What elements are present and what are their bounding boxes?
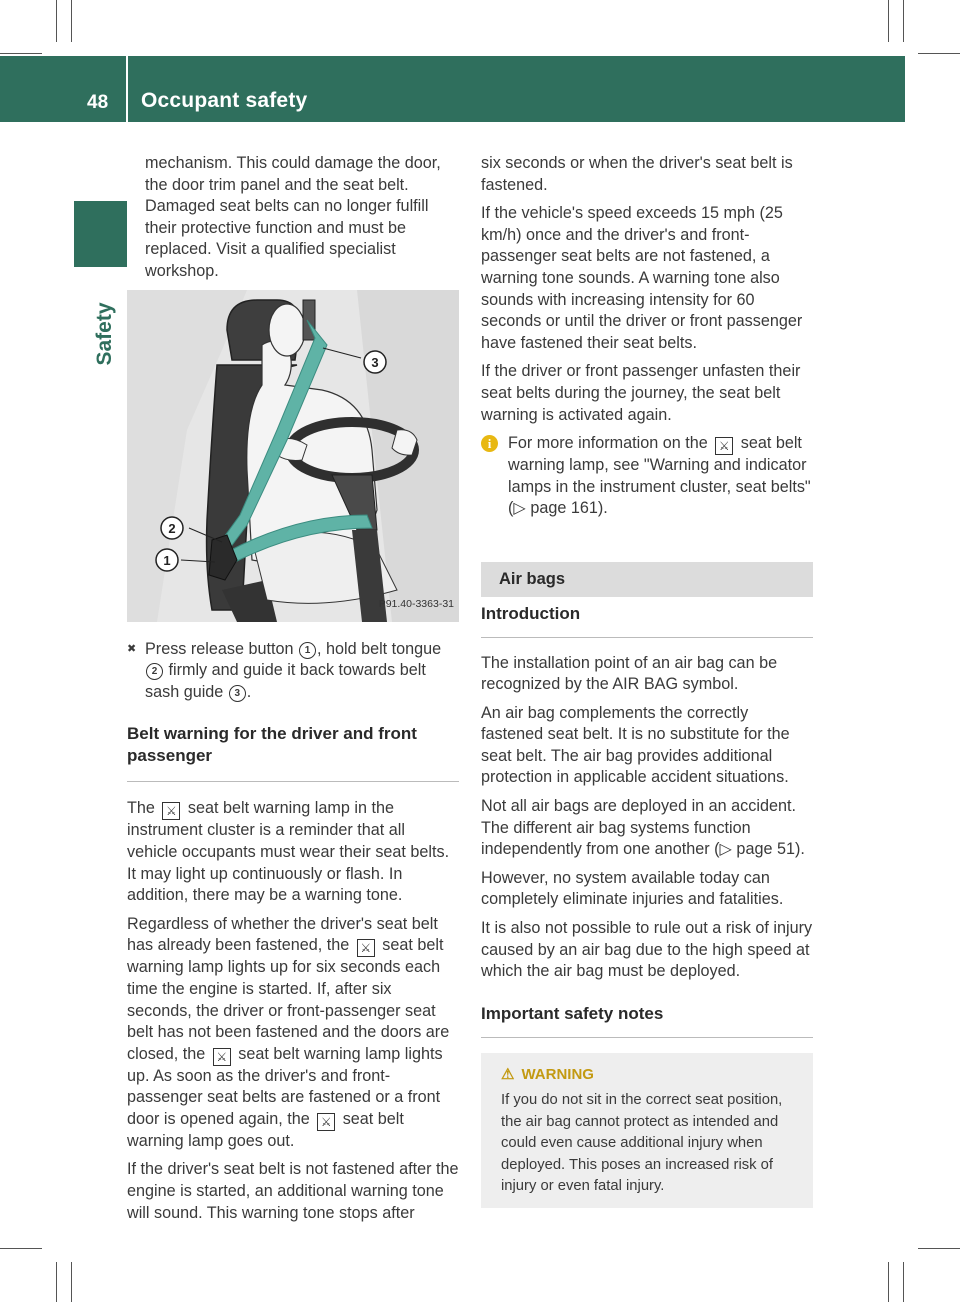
seat-belt-warning-icon: ⚔ [162,802,180,820]
side-tab-label: Safety [93,302,116,366]
side-tab-block [74,201,127,267]
p1-text-b: seat belt warning lamp in the instrument cluster is a reminder that all vehicle occupants must wear their seat belts. It may light up continuously or flash. In addition, there may be a warning tone. [127,799,450,905]
belt-warning-paragraph-1 [127,798,459,906]
right-paragraph-2: If the vehicle's speed exceeds 15 mph (25 km/h) once and the driver's and front-passenger seat belts are not fastened, a warning tone sounds. A warning tone also sounds with increasing intensity for 60 seconds or until the driver or front passenger have fastened their seat belts. [481,204,803,352]
p2-text-a: Regardless of whether the driver's seat belt has already been fastened, the [127,914,438,955]
belt-warning-heading: Belt warning for the driver and front passenger [127,723,459,782]
step-text-d: . [246,682,252,701]
page-reference-arrow: ▷ [719,840,732,859]
seat-belt-figure [127,290,459,622]
figure-id: P91.40-3363-31 [378,597,454,610]
left-column [127,153,459,1231]
warning-box [481,1053,813,1208]
p1-text-a: The [127,799,160,818]
p2-text-b: seat belt warning lamp lights up for six seconds each time the engine is started. If, after six seconds, the driver or front-passenger seat belt has not been fastened and the doors are closed, the [127,936,450,1063]
intro-paragraph: mechanism. This could damage the door, the door trim panel and the seat belt. Damaged seat belts can no longer fulfill their protective function and must be replaced. Visit a qualified specialist workshop. [145,154,441,280]
callout-ref-3: 3 [229,685,246,702]
airbag-paragraph-3 [481,796,813,861]
chapter-title: Occupant safety [141,89,308,112]
step-text-a: Press release button [145,639,298,658]
callout-2-label: 2 [168,520,176,536]
page-header [0,56,905,122]
crop-mark [56,1262,57,1302]
r3-text-a: Not all air bags are deployed in an accident. The different air bag systems function independently from one another ( [481,797,796,859]
callout-ref-2: 2 [146,663,163,680]
page-number: 48 [87,92,109,113]
right-column [481,153,813,1208]
p2-text-d: seat belt warning lamp goes out. [127,1109,404,1150]
page-reference-arrow: ▷ [513,499,526,518]
header-divider [126,56,128,122]
airbag-paragraph-4: However, no system available today can completely eliminate injuries and fatalities. [481,868,784,909]
right-paragraph-3: If the driver or front passenger unfasten their seat belts during the journey, the seat belt warning is activated again. [481,362,801,424]
info-text-b: seat belt warning lamp, see "Warning and indicator lamps in the instrument cluster, seat belts" ( [508,434,811,518]
warning-title-text: WARNING [521,1065,594,1083]
info-note [481,433,813,520]
side-tab [85,284,125,384]
seat-belt-warning-icon: ⚔ [317,1113,335,1131]
airbag-paragraph-1: The installation point of an air bag can be recognized by the AIR BAG symbol. [481,653,778,694]
crop-mark [888,1262,889,1302]
crop-mark [918,1248,960,1249]
step-text-c: firmly and guide it back towards belt sash guide [145,661,426,701]
crop-mark [71,0,72,42]
subheading-important-safety-notes: Important safety notes [481,1003,813,1038]
p2-text-c: seat belt warning lamp lights up. As soon as the driver's and front-passenger seat belts are fastened or a front door is opened again, the [127,1044,443,1128]
crop-mark [0,1248,42,1249]
callout-3-label: 3 [371,354,379,370]
callout-1-label: 1 [163,552,171,568]
instruction-step [127,639,459,704]
airbag-paragraph-5: It is also not possible to rule out a risk of injury caused by an air bag due to the high speed at which the air bag must be deployed. [481,919,813,981]
belt-warning-paragraph-3: If the driver's seat belt is not fastened after the engine is started, an additional warning tone will sound. This warning tone stops after [127,1160,459,1222]
seat-belt-warning-icon: ⚔ [357,939,375,957]
seat-belt-illustration [127,290,459,622]
callout-ref-1: 1 [299,642,316,659]
info-text-a: For more information on the [508,434,713,453]
belt-warning-paragraph-2 [127,914,459,1153]
step-arrow-icon: ✖ [127,642,137,655]
warning-text: If you do not sit in the correct seat position, the air bag cannot protect as intended and could even cause additional injury when deployed. This poses an increased risk of injury or even fatal injury. [501,1092,783,1195]
r3-text-b[interactable]: page 51). [731,840,805,859]
crop-mark [56,0,57,42]
crop-mark [71,1262,72,1302]
seat-belt-warning-icon: ⚔ [715,437,733,455]
warning-triangle-icon: ⚠ [501,1065,515,1083]
warning-title [501,1064,801,1086]
crop-mark [903,1262,904,1302]
airbag-paragraph-2: An air bag complements the correctly fastened seat belt. It is no substitute for the seat belt. The air bag provides additional protection in applicable accident situations. [481,703,790,787]
step-text-b: , hold belt tongue [316,639,442,658]
right-paragraph-1: six seconds or when the driver's seat belt is fastened. [481,154,793,194]
info-text-c[interactable]: page 161). [525,499,608,518]
crop-mark [888,0,889,42]
subheading-introduction: Introduction [481,603,813,638]
section-heading-air-bags: Air bags [481,562,813,597]
seat-belt-warning-icon: ⚔ [213,1048,231,1066]
crop-mark [903,0,904,42]
crop-mark [0,53,42,54]
info-icon: i [481,435,498,452]
crop-mark [918,53,960,54]
